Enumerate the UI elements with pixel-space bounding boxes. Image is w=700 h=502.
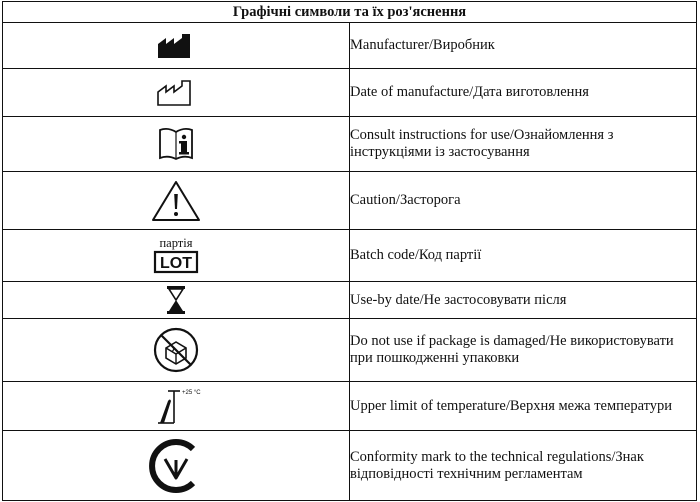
- icon-cell: [3, 282, 350, 319]
- row-description: Caution/Застoрога: [350, 172, 697, 230]
- table-row: [3, 69, 697, 117]
- row-description: Upper limit of temperature/Верхня межа температури: [350, 382, 697, 431]
- table-row: [3, 117, 697, 172]
- icon-cell: [3, 431, 350, 501]
- table-row: [3, 282, 697, 319]
- icon-cell: [3, 23, 350, 69]
- table-title: Графічні символи та їх роз'яснення: [3, 2, 697, 23]
- table-row: [3, 319, 697, 382]
- row-description: Manufacturer/Виробник: [350, 23, 697, 69]
- icon-cell: [3, 319, 350, 382]
- date-of-manufacture-icon: [154, 78, 198, 108]
- conformity-mark-icon: [148, 438, 204, 494]
- temperature-limit-icon: [146, 385, 206, 427]
- icon-cell: [3, 117, 350, 172]
- icon-cell: [3, 69, 350, 117]
- row-description: Use-by date/Не застосовувати після: [350, 282, 697, 319]
- batch-code-label: партія: [159, 236, 193, 250]
- table-row: [3, 23, 697, 69]
- table-row: [3, 230, 697, 282]
- manufacturer-icon: [154, 32, 198, 60]
- icon-cell: [3, 382, 350, 431]
- consult-instructions-icon: [154, 125, 198, 163]
- table-row: [3, 382, 697, 431]
- symbols-table: [2, 1, 697, 501]
- temperature-limit-label: +25 °C: [182, 390, 201, 396]
- table-row: [3, 172, 697, 230]
- row-description: Consult instructions for use/Ознайомлення з інструкціями із застосування: [350, 117, 697, 172]
- batch-code-lot-text: LOT: [160, 255, 192, 272]
- row-description: Do not use if package is damaged/Не використовувати при пошкодженні упаковки: [350, 319, 697, 382]
- batch-code-icon: [153, 250, 199, 274]
- use-by-date-icon: [164, 284, 188, 316]
- icon-cell: [3, 172, 350, 230]
- icon-cell: [3, 230, 350, 282]
- table-row: [3, 431, 697, 501]
- table-header-row: [3, 2, 697, 23]
- do-not-use-if-damaged-icon: [152, 326, 200, 374]
- row-description: Date of manufacture/Дата виготовлення: [350, 69, 697, 117]
- row-description: Conformity mark to the technical regulations/Знак відповідності технічним регламентам: [350, 431, 697, 501]
- row-description: Batch code/Код партії: [350, 230, 697, 282]
- caution-icon: [150, 179, 202, 223]
